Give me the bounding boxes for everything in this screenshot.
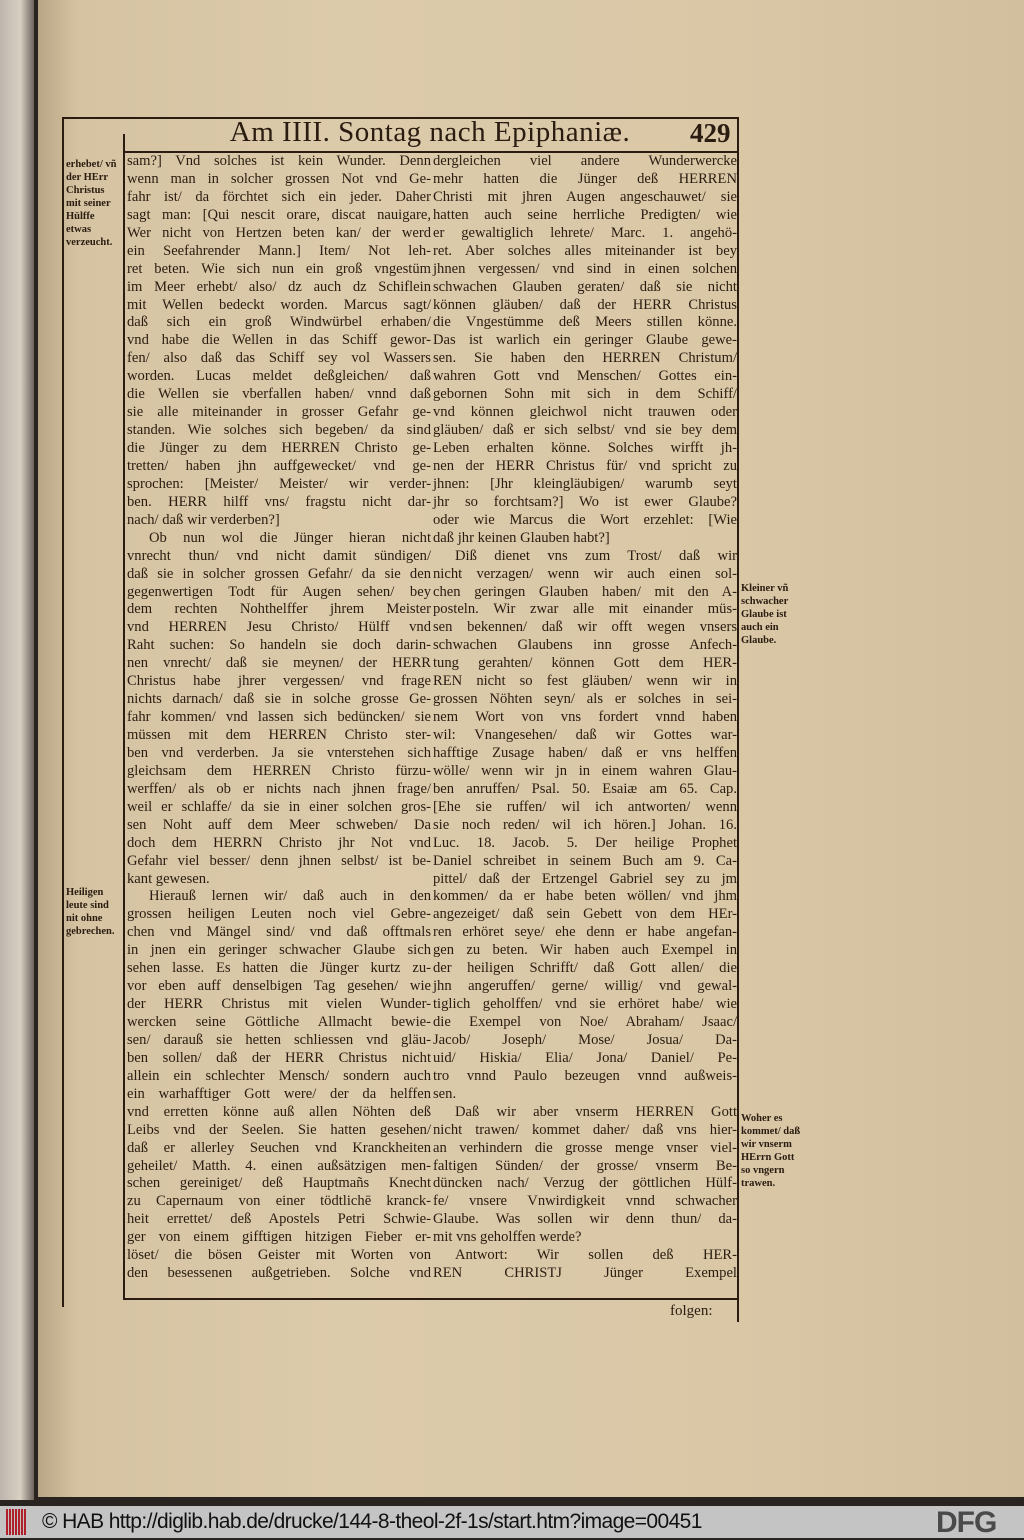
text-line: vnd können gleichwol nicht trauwen oder bbox=[433, 404, 737, 421]
text-column-left bbox=[127, 153, 431, 1283]
text-line: doch dem HERRN Christo jhr Not vnd bbox=[127, 834, 431, 851]
text-line: uid/ Hiskia/ Elia/ Jona/ Daniel/ Pe- bbox=[433, 1049, 737, 1066]
text-line: ben anruffen/ Psal. 50. Esaiæ am 65. Cap. bbox=[433, 780, 737, 797]
text-line: jhn angeruffen/ gerne/ willig/ vnd gewal- bbox=[433, 978, 737, 995]
margin-note: Heiligen leute sind nit ohne gebrechen. bbox=[66, 887, 115, 937]
text-line: angezeiget/ daß sein Gebett von dem HEr- bbox=[433, 906, 737, 923]
text-line: er gewaltiglich lehrete/ Marc. 1. angehö- bbox=[433, 224, 737, 241]
text-line: ein warhafftiger Gott were/ der da helffen bbox=[127, 1085, 431, 1102]
text-line: kant gewesen. bbox=[127, 870, 210, 887]
text-line: zu Capernaum von einer tödtlichē kranck- bbox=[127, 1193, 431, 1210]
text-line: mit Wellen bedeckt worden. Marcus sagt/ bbox=[127, 296, 431, 313]
text-line: sen/ darauß sie hetten schliessen vnd gläu- bbox=[127, 1031, 431, 1048]
text-line: REN nicht so fest gläuben/ wenn wir in bbox=[433, 673, 737, 690]
text-line: vnd erretten könne auß allen Nöhten deß bbox=[127, 1103, 431, 1120]
text-line: tro vnnd Paulo bezeugen vnnd außweis- bbox=[433, 1067, 737, 1084]
text-line: sie alle miteinander in grosser Gefahr ge- bbox=[127, 404, 431, 421]
text-line: Hierauß lernen wir/ daß auch in den bbox=[149, 888, 431, 905]
text-line: pittel/ daß der Ertzengel Gabriel sey zu jm bbox=[433, 870, 737, 887]
text-line: grossen Nöhten seyn/ als er solches in sei- bbox=[433, 691, 737, 708]
text-line: allein ein schlechter Mensch/ sondern auch bbox=[127, 1067, 431, 1084]
text-line: ret. Aber solches alles miteinander ist bey bbox=[433, 242, 737, 259]
text-line: jhr so forchtsam?] Wo ist ewer Glaube? bbox=[433, 493, 737, 510]
text-line: dem rechten Nohthelffer jhrem Meister bbox=[127, 601, 431, 618]
text-line: ben. HERR hilff vns/ fragstu nicht dar- bbox=[127, 493, 431, 510]
text-line: Daß wir aber vnserm HERREN Gott bbox=[455, 1103, 737, 1120]
text-line: vnd habe die Wellen in das Schiff gewor- bbox=[127, 332, 431, 349]
text-line: worden. Lucas meldet deßgleichen/ daß bbox=[127, 368, 431, 385]
text-line: fahr kommen/ vnd lassen sich bedüncken/ sie bbox=[127, 709, 431, 726]
text-line: nicht trawen/ kommet daher/ daß vns hier- bbox=[433, 1121, 737, 1138]
text-line: nicht verzagen/ wenn wir auch einen sol- bbox=[433, 565, 737, 582]
text-line: mit vns geholffen werde? bbox=[433, 1229, 582, 1246]
text-line: ben vnd verderben. Ja sie vnterstehen sich bbox=[127, 744, 431, 761]
text-line: vnd HERREN Jesu Christo/ Hülff vnd bbox=[127, 619, 431, 636]
text-line: nem Wort von vns fordert vnnd haben bbox=[433, 709, 737, 726]
text-line: sagt man: [Qui nescit orare, discat nauigare, bbox=[127, 206, 431, 223]
bottom-rule bbox=[124, 1298, 738, 1300]
text-line: die Wellen sie vberfallen haben/ vnnd daß bbox=[127, 386, 431, 403]
text-line: in jnen ein geringer schwacher Glaube sich bbox=[127, 942, 431, 959]
text-line: Raht suchen: So handeln sie doch darin- bbox=[127, 637, 431, 654]
text-left-rule bbox=[123, 134, 125, 1300]
text-line: wölle/ wenn wir jn in einem wahren Glau- bbox=[433, 762, 737, 779]
text-line: gläuben/ daß er sich selbst/ vnd sie bey dem bbox=[433, 422, 737, 439]
text-line: sen bekennen/ daß wir offt wegen vnsers bbox=[433, 619, 737, 636]
text-line: heit errettet/ deß Apostels Petri Schwie- bbox=[127, 1211, 431, 1228]
text-line: nach/ daß wir verderben?] bbox=[127, 511, 280, 528]
text-line: wahren Gott vnd Menschen/ Gottes ein- bbox=[433, 368, 737, 385]
text-line: ein Seefahrender Mann.] Item/ Not leh- bbox=[127, 242, 431, 259]
text-line: wenn man in solcher grossen Not vnd Ge- bbox=[127, 170, 431, 187]
text-line: chen vnd Mängel sind/ vnd daß offtmals bbox=[127, 924, 431, 941]
text-line: schen gereiniget/ deß Hauptmañs Knecht bbox=[127, 1175, 431, 1192]
text-line: [Ehe sie ruffen/ wil ich antworten/ wenn bbox=[433, 798, 737, 815]
text-right-rule bbox=[737, 117, 739, 1322]
margin-note: Woher es kommet/ daß wir vnserm HErrn Gott so vngern trawen. bbox=[741, 1113, 801, 1189]
text-line: tretten/ haben jhn auffgewecket/ vnd ge- bbox=[127, 457, 431, 474]
text-line: die Exempel von Noe/ Abraham/ Jsaac/ bbox=[433, 1014, 737, 1030]
text-line: Leben erhalten könne. Solches wirfft jh- bbox=[433, 440, 737, 456]
text-line: müssen mit dem HERREN Christo ster- bbox=[127, 727, 431, 743]
text-line: ger von einem gifftigen hitzigen Fieber er- bbox=[127, 1229, 431, 1246]
text-line: der heiligen Schrifft/ daß Gott allen/ die bbox=[433, 960, 737, 977]
text-line: an verhindern die grosse menge vnser viel- bbox=[433, 1139, 737, 1156]
text-line: hatten auch seine herrliche Predigten/ wie bbox=[433, 206, 737, 223]
text-line: sprochen: [Meister/ Meister/ wir verder- bbox=[127, 475, 431, 492]
text-line: jhnen vergessen/ vnd sind in einen solchen bbox=[433, 260, 737, 277]
text-line: Luc. 18. Jacob. 5. Der heilige Prophet bbox=[433, 834, 737, 851]
text-line: gebornen Sohn mit sich in dem Schiff/ bbox=[433, 386, 737, 403]
margin-note: erhebet/ vñ der HErr Christus mit seiner Hülffe etwas verzeucht. bbox=[66, 159, 117, 248]
text-line: tiglich geholffen/ vnd sie erhöret habe/ wie bbox=[433, 996, 737, 1013]
text-line: tung gerahten/ können Gott dem HER- bbox=[433, 655, 737, 672]
text-line: Christi mit jhren Augen angeschauwet/ sie bbox=[433, 188, 737, 205]
text-line: fe/ vnsere Vnwirdigkeit vnnd schwacher bbox=[433, 1193, 737, 1210]
text-line: Leibs vnd der Seelen. Sie hatten gesehen/ bbox=[127, 1121, 431, 1138]
text-line: ren erhöret seye/ ehe denn er habe angefan- bbox=[433, 924, 737, 941]
text-line: vor eben auff denselbigen Tag gesehen/ wie bbox=[127, 978, 431, 995]
text-line: hafftige Zusage haben/ daß er vns helffen bbox=[433, 744, 737, 761]
text-line: gegenwertigen Todt für Augen sehen/ bey bbox=[127, 583, 431, 600]
page-number: 429 bbox=[690, 118, 731, 148]
text-line: Antwort: Wir sollen deß HER- bbox=[455, 1247, 737, 1264]
text-line: die Vngestümme deß Meers stillen könne. bbox=[433, 314, 737, 331]
text-line: vnrecht thun/ vnd nicht damit sündigen/ bbox=[127, 547, 431, 564]
text-line: kommen/ da er habe beten wöllen/ vnd jhm bbox=[433, 888, 737, 905]
text-line: nichts darnach/ daß sie in solche grosse Ge- bbox=[127, 691, 431, 708]
text-line: wil: Vnangesehen/ daß wir Gottes war- bbox=[433, 727, 737, 743]
text-line: oder wie Marcus die Wort erzehlet: [Wie bbox=[433, 511, 737, 528]
text-line: weil er schlaffe/ da sie in einer solchen gros- bbox=[127, 798, 431, 815]
text-line: fahr ist/ da förchtet sich ein jeder. Daher bbox=[127, 188, 431, 205]
text-line: REN CHRISTJ Jünger Exempel bbox=[433, 1265, 737, 1282]
text-line: geheilet/ Matth. 4. einen außsätzigen men- bbox=[127, 1157, 431, 1174]
text-column-right bbox=[433, 153, 737, 1283]
text-line: gleichsam dem HERREN Christo fürzu- bbox=[127, 762, 431, 779]
text-line: können gläuben/ daß der HERR Christus bbox=[433, 296, 737, 313]
text-line: daß er allerley Seuchen vnd Kranckheiten bbox=[127, 1139, 431, 1156]
text-line: gen zu beten. Wir haben auch Exempel in bbox=[433, 942, 737, 959]
hab-logo-icon bbox=[6, 1509, 26, 1535]
text-line: Gefahr viel besser/ denn jhnen selbst/ ist be- bbox=[127, 852, 431, 869]
text-line: nen vnrecht/ daß sie meynen/ der HERR bbox=[127, 655, 431, 672]
text-line: Jacob/ Joseph/ Mose/ Josua/ Da- bbox=[433, 1031, 737, 1048]
text-line: mehr hatten die Jünger deß HERREN bbox=[433, 170, 737, 187]
catchword: folgen: bbox=[670, 1303, 713, 1319]
text-line: daß sich ein groß Windwürbel erhaben/ bbox=[127, 314, 431, 331]
text-line: jhnen: [Jhr kleingläubigen/ warumb seyt bbox=[433, 475, 737, 492]
text-line: Christus habe jhrer vergessen/ vnd frage bbox=[127, 673, 431, 690]
margin-note: Kleiner vñ schwacher Glaube ist auch ein Glaube. bbox=[741, 583, 789, 646]
text-line: ret beten. Wie sich nun ein groß vngestüm bbox=[127, 260, 431, 277]
text-line: sen. Sie haben den HERREN Christum/ bbox=[433, 350, 737, 367]
text-line: Ob nun wol die Jünger hieran nicht bbox=[149, 529, 431, 546]
text-line: daß jhr keinen Glauben habt?] bbox=[433, 529, 610, 546]
text-line: fen/ also daß das Schiff sey vol Wassers bbox=[127, 350, 431, 367]
text-line: schwachen Glauben geraten/ daß sie nicht bbox=[433, 278, 737, 295]
text-line: im Meer erhebt/ also/ dz auch dz Schiflein bbox=[127, 278, 431, 295]
text-line: sam?] Vnd solches ist kein Wunder. Denn bbox=[127, 153, 431, 169]
text-line: sehen lasse. Es hatten die Jünger kurtz zu- bbox=[127, 960, 431, 977]
text-line: sen Noht auff dem Meer schweben/ Da bbox=[127, 816, 431, 833]
text-line: nen der HERR Christus für/ vnd spricht zu bbox=[433, 457, 737, 474]
text-line: Glaube. Was sollen wir denn thun/ da- bbox=[433, 1211, 737, 1228]
text-line: der HERR Christus mit vielen Wunder- bbox=[127, 996, 431, 1013]
text-line: sie noch reden/ wil ich hören.] Johan. 16. bbox=[433, 816, 737, 833]
text-line: düncken nach/ Verzug der göttlichen Hülf- bbox=[433, 1175, 737, 1192]
text-line: den besessenen außgetrieben. Solche vnd bbox=[127, 1265, 431, 1282]
text-line: Das ist warlich ein geringer Glaube gewe- bbox=[433, 332, 737, 349]
text-line: sen. bbox=[433, 1085, 457, 1102]
text-line: Diß dienet vns zum Trost/ daß wir bbox=[455, 547, 737, 564]
footer-bar bbox=[0, 1506, 1024, 1538]
text-line: löset/ die bösen Geister mit Worten von bbox=[127, 1247, 431, 1264]
text-line: ben sollen/ daß der HERR Christus nicht bbox=[127, 1049, 431, 1066]
text-line: posteln. Wir zwar alle mit einander müs- bbox=[433, 601, 737, 618]
text-line: schwachen Glaubens inn grosse Anfech- bbox=[433, 637, 737, 654]
adjacent-page-edge bbox=[0, 0, 34, 1500]
text-line: Wer nicht von Hertzen beten kan/ der werd bbox=[127, 224, 431, 241]
text-line: dergleichen viel andere Wunderwercke bbox=[433, 153, 737, 169]
text-line: wercken seine Göttliche Allmacht bewie- bbox=[127, 1014, 431, 1030]
text-line: faltigen Sünden/ der grosse/ vnserm Be- bbox=[433, 1157, 737, 1174]
text-line: die Jünger zu dem HERREN Christo ge- bbox=[127, 440, 431, 456]
text-line: standen. Wie solches sich begeben/ da sind bbox=[127, 422, 431, 439]
text-line: Daniel schreibet in seinem Buch am 9. Ca- bbox=[433, 852, 737, 869]
running-title: Am IIII. Sontag nach Epiphaniæ. bbox=[229, 116, 631, 148]
outer-left-rule bbox=[62, 117, 64, 1307]
text-line: grossen heiligen Leuten noch viel Gebre- bbox=[127, 906, 431, 923]
text-line: werffen/ als ob er nichts nach jhnen frage/ bbox=[127, 780, 431, 797]
text-line: daß sie in solcher grossen Gefahr/ da sie den bbox=[127, 565, 431, 582]
copyright-link[interactable]: © HAB http://diglib.hab.de/drucke/144-8-theol-2f-1s/start.htm?image=00451 bbox=[42, 1510, 702, 1533]
text-line: chen geringen Glauben haben/ mit den A- bbox=[433, 583, 737, 600]
dfg-logo: DFG bbox=[936, 1506, 997, 1539]
